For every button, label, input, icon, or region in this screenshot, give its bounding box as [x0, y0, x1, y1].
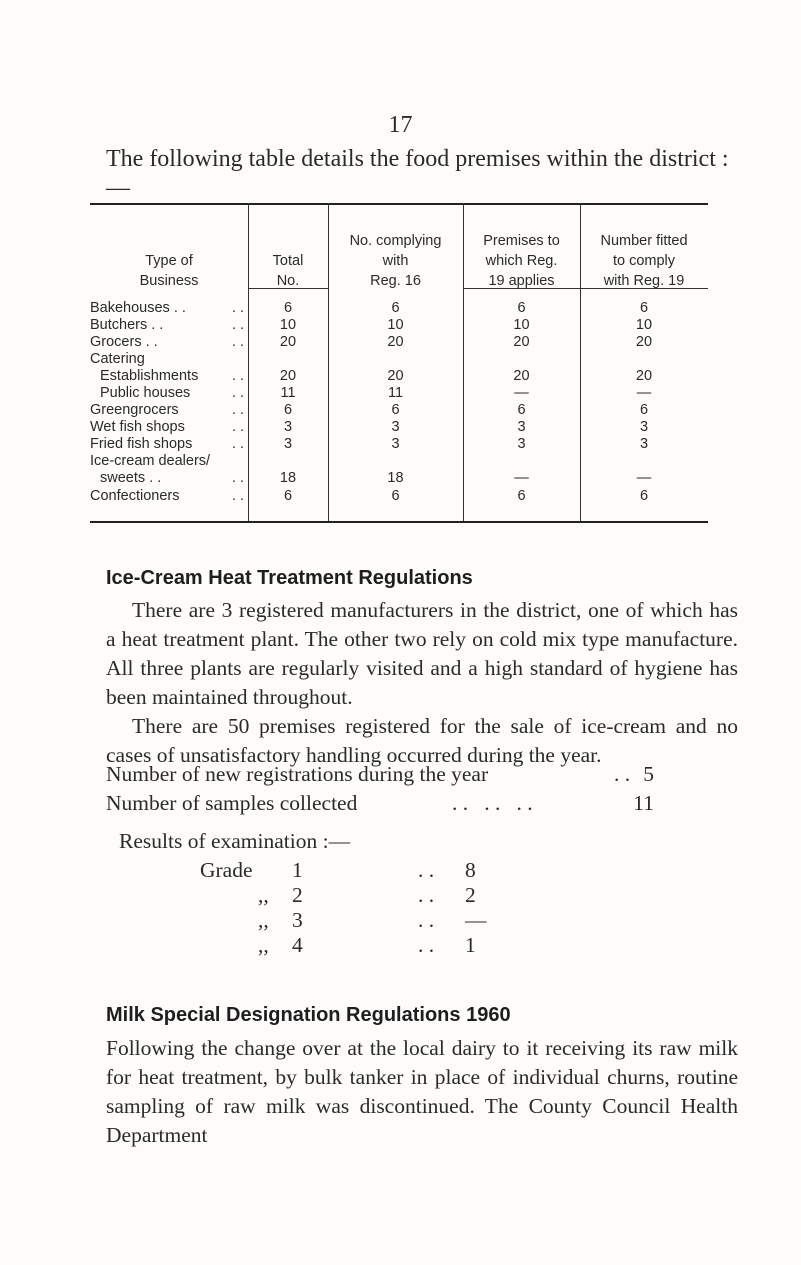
cell-total: 6 [283, 300, 293, 316]
milk-heading: Milk Special Designation Regulations 1960 [106, 1004, 511, 1026]
cell-reg19: 20 [513, 368, 530, 384]
cell-reg16: 3 [391, 419, 400, 435]
table-row [90, 453, 708, 487]
cell-total: 3 [283, 436, 293, 452]
cell-reg19: 6 [517, 488, 526, 504]
results-title: Results of examination :— [119, 829, 351, 853]
header-type-of-business [90, 251, 248, 291]
cell-total: 18 [279, 470, 297, 486]
stat-label: Number of samples collected [106, 791, 358, 815]
grade-leader: . . [418, 883, 435, 907]
row-label: Fried fish shops [90, 436, 193, 452]
cell-fitted: 20 [635, 334, 653, 350]
intro-paragraph: The following table details the food premises within the district :— [106, 146, 729, 201]
cell-total: 6 [283, 402, 293, 418]
cell-fitted: 6 [639, 402, 649, 418]
row-label: Butchers . . [90, 317, 164, 333]
ice-cream-paragraph-1: There are 3 registered manufacturers in the district, one of which has a heat treatment plant. The other two rely on cold mix type manufacture. All three plants are regularly visited and a high standard of hygiene has been maintained throughout. [106, 598, 738, 709]
grade-number: 2 [292, 883, 303, 907]
header-complying-reg-16 [328, 231, 463, 291]
cell-total: 20 [279, 334, 297, 350]
header-line: Type of [145, 253, 193, 269]
header-line: to comply [612, 253, 676, 269]
header-line: Total [272, 253, 304, 269]
cell-total: 10 [279, 317, 297, 333]
grade-number: 1 [292, 858, 303, 882]
stat-leader: . . . . . . [452, 791, 533, 815]
cell-reg16: 10 [387, 317, 404, 333]
table-row [90, 300, 708, 317]
header-line: Number fitted [600, 233, 688, 249]
cell-reg19: 3 [517, 419, 526, 435]
food-premises-table [90, 203, 708, 524]
cell-reg16: 11 [387, 385, 404, 401]
cell-reg16: 6 [391, 488, 400, 504]
row-leader: . . [232, 419, 245, 435]
row-label: Grocers . . [90, 334, 158, 350]
table-row [90, 402, 708, 419]
row-leader: . . [232, 402, 245, 418]
cell-reg19: 3 [517, 436, 526, 452]
grade-ditto: ,, [258, 908, 269, 932]
grade-value: 1 [465, 933, 476, 957]
cell-fitted: 3 [639, 436, 649, 452]
cell-reg16: 20 [387, 368, 404, 384]
cell-fitted: 10 [635, 317, 653, 333]
cell-total: 6 [283, 488, 293, 504]
row-label: Establishments [100, 368, 199, 384]
table-bottom-rule [90, 521, 708, 523]
table-row [90, 334, 708, 351]
row-leader: . . [232, 470, 245, 486]
grade-label: Grade [200, 858, 253, 882]
stat-value: 11 [633, 791, 654, 815]
row-label: Public houses [100, 385, 191, 401]
grade-value: 2 [465, 883, 476, 907]
page-number: 17 [388, 112, 413, 138]
header-total-no [248, 251, 328, 291]
row-leader: . . [232, 368, 245, 384]
grade-leader: . . [418, 933, 435, 957]
stat-value: 5 [643, 762, 654, 786]
grade-leader: . . [418, 858, 435, 882]
cell-reg16: 18 [387, 470, 404, 486]
table-row [90, 419, 708, 436]
cell-total: 3 [283, 419, 293, 435]
row-leader: . . [232, 317, 245, 333]
row-label: sweets . . [100, 470, 162, 486]
milk-paragraph: Following the change over at the local dairy to it receiving its raw milk for heat treatment, by bulk tanker in place of individual churns, routine sampling of raw milk was discontinued. The County Council Health Department [106, 1036, 738, 1147]
row-label: Greengrocers [90, 402, 179, 418]
row-leader: . . [232, 488, 245, 504]
grade-number: 4 [292, 933, 303, 957]
header-line: No. [276, 273, 300, 289]
row-leader: . . [232, 385, 245, 401]
cell-reg16: 6 [391, 402, 400, 418]
ice-cream-paragraph-2: There are 50 premises registered for the sale of ice-cream and no cases of unsatisfactory handling occurred during the year. [106, 714, 738, 767]
grade-leader: . . [418, 908, 435, 932]
cell-fitted: — [636, 385, 652, 401]
table-row [90, 436, 708, 453]
row-label: Wet fish shops [90, 419, 185, 435]
cell-total: 20 [279, 368, 297, 384]
cell-reg19: 6 [517, 300, 526, 316]
grade-row [200, 930, 490, 960]
table-row [90, 317, 708, 334]
header-line: 19 applies [488, 273, 555, 289]
row-leader: . . [232, 300, 245, 316]
table-row [90, 351, 708, 385]
cell-reg19: 20 [513, 334, 530, 350]
cell-fitted: 6 [639, 488, 649, 504]
cell-fitted: 20 [635, 368, 653, 384]
stat-samples-collected [106, 788, 654, 818]
ice-cream-heading: Ice-Cream Heat Treatment Regulations [106, 567, 473, 589]
table-row [90, 488, 708, 505]
cell-reg16: 20 [387, 334, 404, 350]
header-fitted-reg-19 [580, 231, 708, 291]
grade-value: — [465, 908, 487, 932]
table-row [90, 385, 708, 402]
cell-fitted: 6 [639, 300, 649, 316]
stat-leader: . . [614, 762, 631, 786]
cell-reg19: 6 [517, 402, 526, 418]
cell-total: 11 [280, 385, 296, 401]
row-leader: . . [232, 334, 245, 350]
header-line: No. complying [349, 233, 442, 249]
grade-ditto: ,, [258, 883, 269, 907]
cell-reg16: 3 [391, 436, 400, 452]
row-label: Confectioners [90, 488, 180, 504]
grade-number: 3 [292, 908, 303, 932]
header-line: Reg. 16 [370, 273, 421, 289]
cell-fitted: 3 [639, 419, 649, 435]
header-line: with [382, 253, 409, 269]
grade-value: 8 [465, 858, 476, 882]
cell-reg19: — [514, 470, 529, 486]
row-label: Bakehouses . . [90, 300, 186, 316]
row-label-line1: Catering [90, 351, 145, 367]
header-line: which Reg. [485, 253, 558, 269]
cell-reg16: 6 [391, 300, 400, 316]
cell-reg19: — [514, 385, 529, 401]
header-line: Premises to [483, 233, 560, 249]
row-leader: . . [232, 436, 245, 452]
grade-ditto: ,, [258, 933, 269, 957]
stat-new-registrations [106, 759, 654, 789]
row-label-line1: Ice-cream dealers/ [90, 453, 211, 469]
header-reg-19-applies [463, 231, 580, 291]
stat-label: Number of new registrations during the year [106, 762, 489, 786]
cell-fitted: — [636, 470, 652, 486]
table-top-rule [90, 203, 708, 205]
header-line: with Reg. 19 [603, 273, 685, 289]
cell-reg19: 10 [513, 317, 530, 333]
header-line: Business [139, 273, 199, 289]
